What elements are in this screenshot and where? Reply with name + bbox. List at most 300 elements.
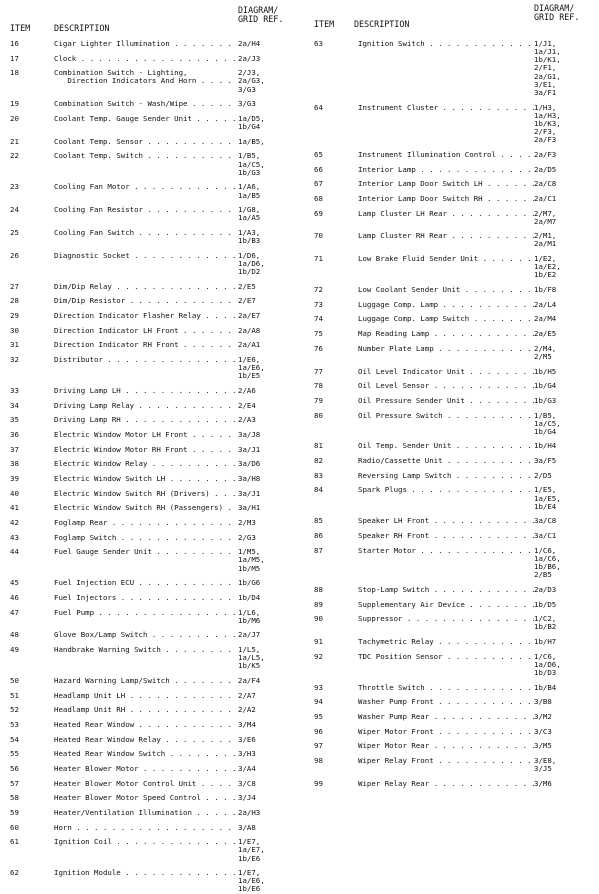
grid-reference: 3a/C1 [534,531,557,541]
parts-list-entry [10,183,298,199]
item-number: 80 [314,410,323,420]
item-number: 20 [10,113,19,123]
parts-list-entry [10,824,298,832]
description-line: Cooling Fan Motor . . . [54,183,238,191]
item-description [358,653,534,661]
item-description [54,416,238,424]
item-number: 21 [10,136,19,146]
grid-reference: 1/E7, 1a/E7, 1b/E6 [238,837,265,863]
parts-list-entry [10,780,298,788]
item-description [358,517,534,525]
item-number: 19 [10,99,19,109]
parts-list-entry [314,713,594,721]
parts-list-entry [314,330,594,338]
item-number: 46 [10,592,19,602]
parts-list-entry [10,609,298,625]
item-number: 66 [314,164,323,174]
grid-reference: 3/E6 [238,734,256,744]
description-line: Electric Window Switch RH (Drivers) . . . [54,490,238,498]
description-line: Handbrake Warning Switch . . . [54,646,238,654]
description-line: Fuel Gauge Sender Unit . . . [54,548,238,556]
grid-reference: 1b/D5 [534,599,557,609]
item-number: 62 [10,868,19,878]
item-number: 88 [314,584,323,594]
grid-reference: 1/L6, 1b/M6 [238,607,261,625]
item-number: 78 [314,381,323,391]
item-number: 67 [314,179,323,189]
description-line: Washer Pump Front . . . [358,698,534,706]
parts-list-entry [10,534,298,542]
parts-list-entry [10,706,298,714]
description-line: Electric Window Motor RH Front . . . [54,446,238,454]
item-number: 79 [314,395,323,405]
item-description [358,330,534,338]
grid-reference: 3a/C8 [534,516,557,526]
item-number: 84 [314,485,323,495]
parts-list-entry [314,286,594,294]
item-description [54,115,238,123]
grid-reference: 1b/G4 [534,381,557,391]
item-number: 50 [10,675,19,685]
description-line: Low Coolant Sender Unit . . . [358,286,534,294]
grid-reference: 2/A6 [238,386,256,396]
description-line: Heater/Ventilation Illumination . . . [54,809,238,817]
parts-list-entry [314,180,594,188]
item-description [54,534,238,542]
item-number: 75 [314,329,323,339]
item-number: 43 [10,532,19,542]
item-number: 72 [314,285,323,295]
description-line: Wiper Motor Rear . . . [358,742,534,750]
parts-list-entry [314,517,594,525]
parts-list-entry [10,40,298,48]
item-description [54,460,238,468]
item-number: 89 [314,599,323,609]
item-description [358,713,534,721]
item-description [358,757,534,765]
grid-reference: 1/D6, 1a/D6, 1b/D2 [238,250,265,277]
description-line: Dim/Dip Resistor . . . [54,297,238,305]
description-line: Coolant Temp. Switch . . . [54,152,238,160]
parts-list-entry [314,472,594,480]
description-line: Coolant Temp. Gauge Sender Unit . . . [54,115,238,123]
item-number: 73 [314,299,323,309]
description-line: Headlamp Unit LH . . . [54,692,238,700]
grid-reference: 2a/C1 [534,193,557,203]
grid-reference: 2/M1, 2a/M1 [534,231,557,249]
grid-reference: 3/A4 [238,763,256,773]
grid-reference: 1b/H5 [534,366,557,376]
description-line: Lamp Cluster LH Rear . . . [358,210,534,218]
right-column [314,4,594,788]
item-description [54,765,238,773]
parts-list-entry [314,315,594,323]
description-line: Direction Indicator RH Front . . . [54,341,238,349]
parts-list-entry [10,416,298,424]
item-description [358,301,534,309]
description-line: Wiper Relay Front . . . [358,757,534,765]
grid-reference: 2a/J3 [238,53,261,63]
item-description [54,631,238,639]
grid-reference: 1b/G3 [534,395,557,405]
description-line: Instrument Cluster . . . [358,104,534,112]
item-description [54,312,238,320]
item-number: 96 [314,726,323,736]
grid-reference: 3a/J8 [238,430,261,439]
item-description [54,327,238,335]
grid-reference: 2a/H3 [238,807,261,817]
item-number: 31 [10,340,19,350]
item-description [54,55,238,63]
grid-reference: 3/B8 [534,697,552,707]
item-number: 54 [10,734,19,744]
item-description [358,180,534,188]
grid-reference: 1a/D5, 1b/G4 [238,113,265,132]
parts-list-entry [10,252,298,276]
description-line: Heater Blower Motor . . . [54,765,238,773]
item-description [358,368,534,376]
grid-reference: 1a/B5, [238,136,265,146]
description-line: Stop-Lamp Switch . . . [358,586,534,594]
parts-list-entry [314,166,594,174]
item-number: 41 [10,503,19,513]
grid-reference: 3/J4 [238,793,256,803]
item-number: 48 [10,630,19,640]
grid-reference: 2a/J7 [238,630,261,640]
parts-list-entry [10,869,298,893]
grid-reference: 1/C6, 1a/C6, 1b/B6, 2/B5 [534,545,561,580]
grid-reference: 1/A3, 1b/B3 [238,228,261,246]
parts-list-entry [10,594,298,602]
parts-list-entry [10,490,298,498]
parts-list-entry [314,653,594,677]
description-line: Suppressor . . . [358,615,534,623]
item-description [358,104,534,112]
grid-reference: 2a/H4 [238,39,261,48]
item-number: 51 [10,690,19,700]
description-line: Fuel Injectors . . . [54,594,238,602]
parts-list-entry [314,742,594,750]
item-description [54,138,238,146]
grid-reference: 1b/G6 [238,578,261,588]
parts-list-entry [10,115,298,131]
grid-reference: 3/C3 [534,726,552,736]
grid-reference: 2a/D3 [534,584,557,594]
grid-reference: 1/A6, 1a/B5 [238,182,261,200]
parts-list-entry [314,638,594,646]
item-number: 35 [10,415,19,425]
parts-list-entry [10,677,298,685]
grid-ref-heading: DIAGRAM/ GRID REF. [238,5,284,24]
description-line: Electric Window Relay . . . [54,460,238,468]
item-heading: ITEM [314,19,335,29]
description-line: Direction Indicator LH Front . . . [54,327,238,335]
item-number: 16 [10,39,19,48]
description-line: Heater Blower Motor Control Unit . . . [54,780,238,788]
column-header [314,4,594,40]
description-line: Clock . . . [54,55,238,63]
grid-reference: 2/A2 [238,705,256,715]
grid-reference: 3/M4 [238,719,256,729]
description-line: Heater Blower Motor Speed Control . . . [54,794,238,802]
item-description [54,490,238,498]
parts-list-entry [10,138,298,146]
grid-reference: 3a/F5 [534,456,557,466]
description-line: Map Reading Lamp . . . [358,330,534,338]
item-number: 60 [10,822,19,832]
item-description [358,166,534,174]
parts-list-entry [314,601,594,609]
item-description [358,547,534,555]
item-description [54,356,238,364]
description-line: Radio/Cassette Unit . . . [358,457,534,465]
item-description [54,780,238,788]
grid-reference: 2/M7, 2a/M7 [534,208,557,226]
grid-reference: 1/C2, 1b/B2 [534,614,557,632]
item-description [358,151,534,159]
item-number: 55 [10,749,19,759]
description-line: Washer Pump Rear . . . [358,713,534,721]
description-line: Oil Level Indicator Unit . . . [358,368,534,376]
grid-reference: 3a/H1 [238,503,261,513]
item-description [54,824,238,832]
grid-reference: 1/E7, 1a/E6, 1b/E6 [238,868,265,894]
item-description [54,387,238,395]
item-number: 98 [314,755,323,765]
grid-reference: 2a/L4 [534,299,557,309]
item-number: 37 [10,444,19,454]
item-description [358,532,534,540]
description-line: Direction Indicator Flasher Relay . . . [54,312,238,320]
description-line: Electric Window Switch RH (Passengers) . . . [54,504,238,512]
grid-reference: 1/B5, 1a/C5, 1b/G3 [238,151,265,177]
parts-list-entry [314,684,594,692]
parts-list-entry [314,301,594,309]
item-number: 45 [10,578,19,588]
description-line: Heated Rear Window Relay . . . [54,736,238,744]
grid-reference: 2a/A1 [238,340,261,350]
item-number: 87 [314,545,323,555]
item-number: 33 [10,386,19,396]
grid-reference: 2/A7 [238,690,256,700]
parts-list-entry [10,750,298,758]
parts-list-entry [314,345,594,361]
parts-list-entry [10,327,298,335]
item-description [358,442,534,450]
parts-list-entry [10,69,298,93]
item-description [54,446,238,454]
parts-list-entry [314,457,594,465]
item-number: 76 [314,343,323,353]
parts-list-entry [10,387,298,395]
item-description [358,457,534,465]
description-line: Distributor . . . [54,356,238,364]
parts-list-entry [10,809,298,817]
item-number: 44 [10,547,19,557]
grid-reference: 1b/H4 [534,441,557,451]
item-description [358,615,534,623]
description-heading: DESCRIPTION [354,19,410,29]
item-number: 99 [314,778,323,788]
item-number: 95 [314,711,323,721]
item-description [54,152,238,160]
description-line: Spark Plugs . . . [358,486,534,494]
parts-list-entry [314,397,594,405]
parts-list-entry [314,547,594,580]
entry-list [314,40,594,788]
parts-list-entry [10,838,298,862]
item-number: 38 [10,459,19,469]
item-description [54,838,238,846]
description-line: Ignition Module . . . [54,869,238,877]
description-line: Oil Pressure Switch . . . [358,412,534,420]
description-line: Headlamp Unit RH . . . [54,706,238,714]
item-description [358,728,534,736]
item-description [358,472,534,480]
grid-reference: 2/A3 [238,415,256,425]
item-description [358,40,534,48]
description-line: Coolant Temp. Sensor . . . [54,138,238,146]
item-number: 69 [314,208,323,218]
description-line: Ignition Coil . . . [54,838,238,846]
description-line: Electric Window Switch LH . . . [54,475,238,483]
parts-list-entry [10,100,298,108]
item-number: 86 [314,531,323,541]
parts-list-entry [314,195,594,203]
parts-list-entry [10,152,298,176]
description-line: Oil Temp. Sender Unit . . . [358,442,534,450]
description-line: Heated Rear Window Switch . . . [54,750,238,758]
parts-list-entry [314,615,594,631]
parts-list-entry [314,532,594,540]
item-description [54,40,238,48]
parts-list-entry [314,586,594,594]
parts-list-entry [10,692,298,700]
parts-list-entry [10,55,298,63]
parts-list-entry [10,646,298,670]
item-description [54,252,238,260]
item-number: 68 [314,193,323,203]
item-description [54,69,238,85]
item-description [358,698,534,706]
description-line: Number Plate Lamp . . . [358,345,534,353]
description-line: Foglamp Switch . . . [54,534,238,542]
item-description [54,504,238,512]
item-description [54,609,238,617]
grid-reference: 3/H3 [238,749,256,759]
left-column [10,4,298,894]
item-number: 92 [314,651,323,661]
grid-reference: 1/G8, 1a/A5 [238,205,261,223]
grid-reference: 1/J1, 1a/J1, 1b/K1, 2/F1, 2a/G1, 3/E1, 3a/F1 [534,39,561,97]
grid-reference: 2a/C8 [534,179,557,189]
parts-list-entry [10,548,298,572]
item-number: 18 [10,68,19,78]
item-number: 56 [10,763,19,773]
item-number: 97 [314,741,323,751]
description-line: Fuel Pump . . . [54,609,238,617]
item-number: 83 [314,470,323,480]
item-number: 53 [10,719,19,729]
parts-list-entry [314,210,594,226]
parts-list-entry [314,442,594,450]
parts-list-entry [10,402,298,410]
parts-list-entry [314,412,594,436]
item-description [358,684,534,692]
grid-reference: 3/M5 [534,741,552,751]
grid-reference: 2a/E7 [238,311,261,321]
item-description [54,229,238,237]
parts-list-entry [314,151,594,159]
grid-reference: 1b/D4 [238,592,261,602]
item-description [54,297,238,305]
grid-reference: 2/G3 [238,532,256,542]
item-number: 36 [10,430,19,439]
description-line: Lamp Cluster RH Rear . . . [358,232,534,240]
item-description [54,548,238,556]
description-line: Oil Pressure Sender Unit . . . [358,397,534,405]
grid-reference: 3/C8 [238,778,256,788]
item-description [54,341,238,349]
grid-reference: 3a/D6 [238,459,261,469]
parts-list-entry [314,368,594,376]
item-description [358,195,534,203]
item-number: 57 [10,778,19,788]
description-line: Interior Lamp . . . [358,166,534,174]
parts-list-entry [314,780,594,788]
parts-list-entry [314,232,594,248]
item-number: 52 [10,705,19,715]
grid-reference: 1/E2, 1a/E2, 1b/E2 [534,254,561,280]
description-line: Driving Lamp LH . . . [54,387,238,395]
item-number: 42 [10,517,19,527]
parts-list-entry [10,460,298,468]
description-line: Supplementary Air Device . . . [358,601,534,609]
item-number: 40 [10,488,19,498]
item-description [358,601,534,609]
parts-list-entry [10,297,298,305]
item-number: 29 [10,311,19,321]
item-number: 39 [10,473,19,483]
item-description [54,579,238,587]
parts-list-entry [314,382,594,390]
item-description [358,780,534,788]
grid-reference: 2/E7 [238,296,256,306]
column-header [10,4,298,40]
item-description [54,809,238,817]
parts-list-entry [10,765,298,773]
item-description [54,677,238,685]
description-line: Diagnostic Socket . . . [54,252,238,260]
grid-reference: 1/H3, 1a/H3, 1b/K3, 2/F3, 2a/F3 [534,102,561,145]
entry-list [10,40,298,894]
grid-reference: 2a/F4 [238,675,261,685]
item-description [54,475,238,483]
parts-list-entry [10,519,298,527]
item-description [54,283,238,291]
parts-list-entry [10,312,298,320]
item-number: 82 [314,456,323,466]
grid-reference: 3a/J1 [238,444,261,454]
item-description [358,345,534,353]
description-line: Glove Box/Lamp Switch . . . [54,631,238,639]
item-number: 77 [314,366,323,376]
description-line: Horn . . . [54,824,238,832]
item-description [54,794,238,802]
item-number: 17 [10,53,19,63]
description-line: Wiper Relay Rear . . . [358,780,534,788]
item-description [54,706,238,714]
